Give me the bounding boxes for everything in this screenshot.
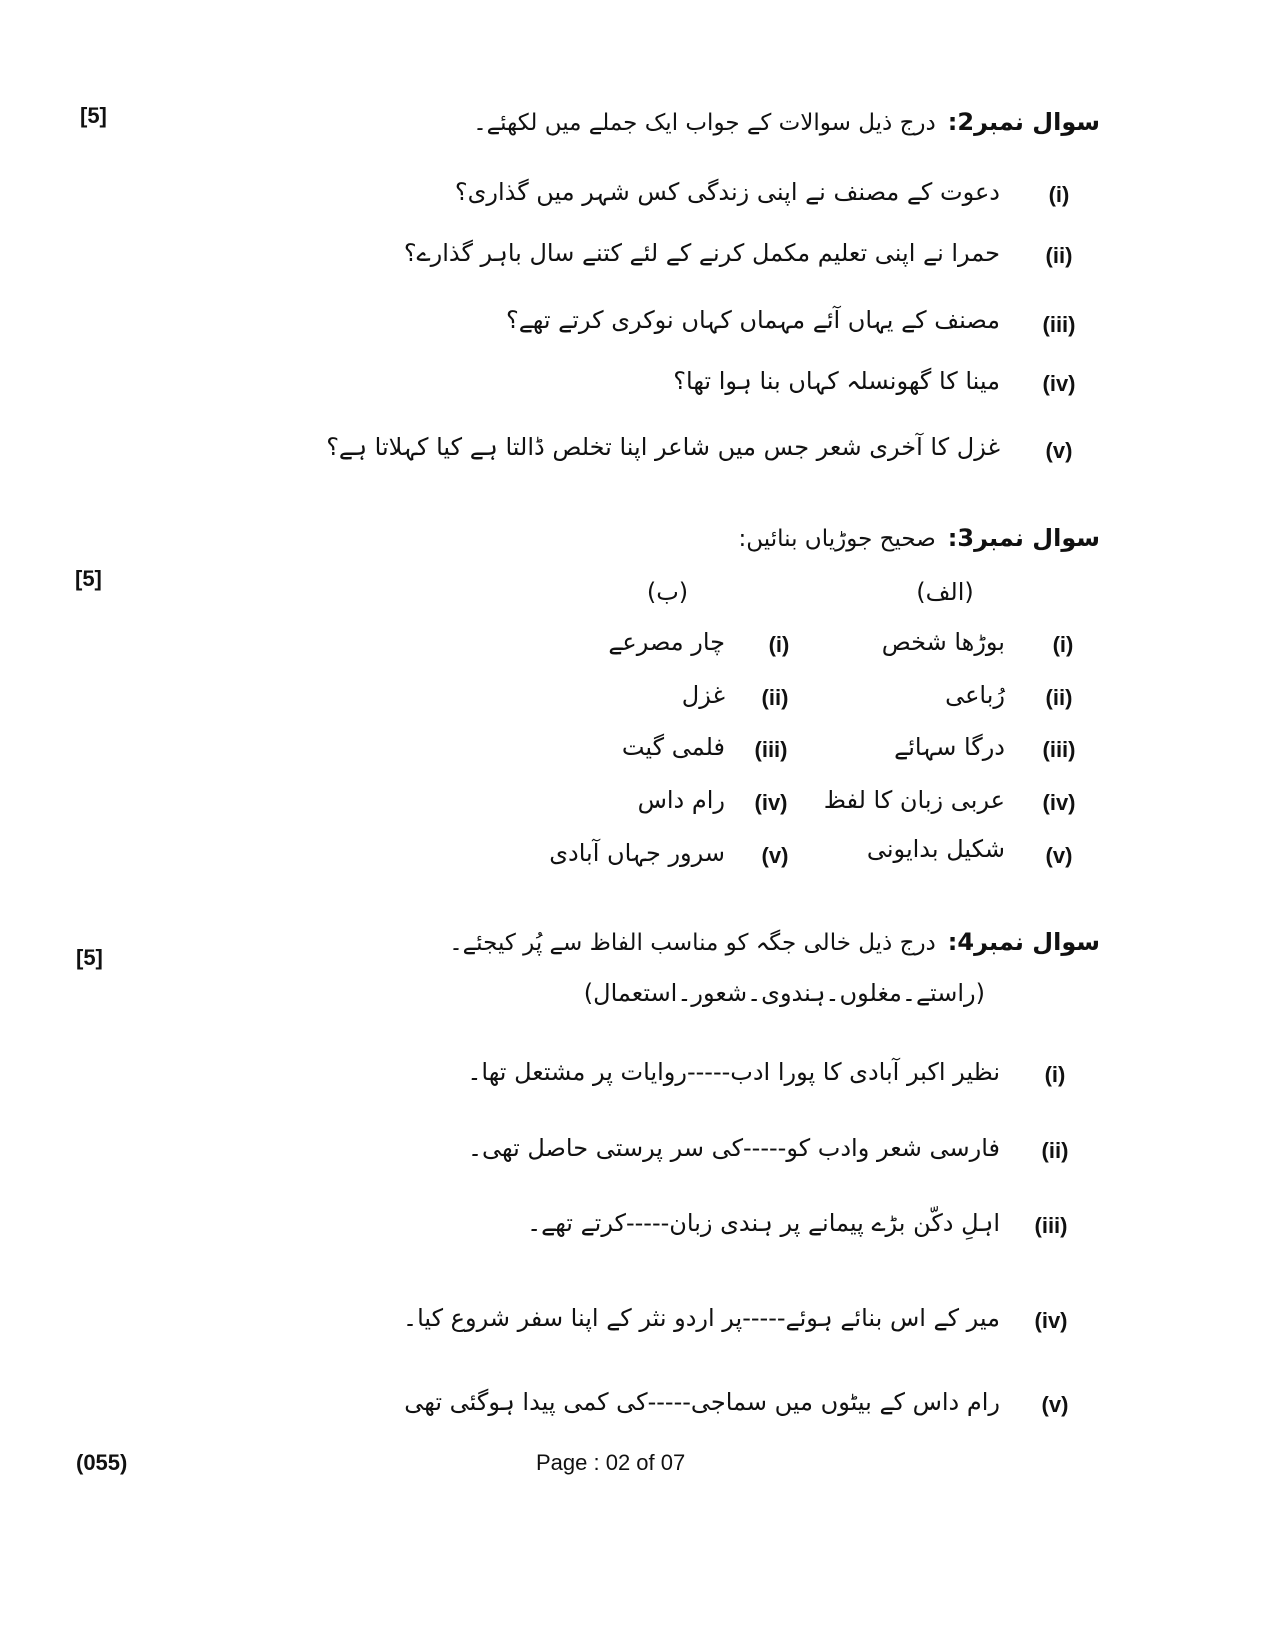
q2-item-text: حمرا نے اپنی تعلیم مکمل کرنے کے لئے کتنے سال باہر گذارے؟: [403, 239, 1000, 267]
q3-a-num: (ii): [1045, 685, 1073, 710]
q4-item-num: (i): [1044, 1062, 1066, 1087]
q3-b-text: فلمی گیت: [621, 733, 725, 761]
q4-item-text: رام داس کے بیٹوں میں سماجی-----کی کمی پیدا ہوگئی تھی: [404, 1388, 1000, 1416]
q4-item-text: فارسی شعر وادب کو-----کی سر پرستی حاصل تھی۔: [467, 1134, 1000, 1162]
q2-item-num: (i): [1048, 182, 1070, 207]
q3-header: [739, 524, 1100, 552]
q4-item-num: (ii): [1041, 1138, 1069, 1163]
q2-item-num: (v): [1045, 438, 1073, 463]
q2-item-num: (ii): [1045, 243, 1073, 268]
q2-item-text: مصنف کے یہاں آئے مہماں کہاں نوکری کرتے تھے؟: [505, 306, 1000, 334]
q4-item-num: (iii): [1034, 1213, 1068, 1238]
q3-b-num: (iii): [754, 737, 788, 762]
q2-item-text: مینا کا گھونسلہ کہاں بنا ہوا تھا؟: [673, 367, 1000, 395]
q3-a-num: (v): [1045, 843, 1073, 868]
q3-a-num: (iii): [1042, 737, 1076, 762]
q3-a-num: (iv): [1042, 790, 1076, 815]
q4-item-num: (v): [1041, 1392, 1069, 1417]
q4-options: (راستے۔مغلوں۔ہندوی۔شعور۔استعمال): [583, 979, 985, 1007]
q3-a-text: شکیل بدایونی: [866, 835, 1005, 863]
q3-instruction: صحیح جوڑیاں بنائیں:: [738, 526, 936, 552]
q4-item-text: میر کے اس بنائے ہوئے-----پر اردو نثر کے اپنا سفر شروع کیا۔: [403, 1304, 1000, 1332]
q4-marks: [5]: [76, 945, 103, 970]
q2-item-num: (iv): [1042, 371, 1076, 396]
q3-marks: [5]: [75, 566, 102, 591]
q2-marks: [5]: [80, 103, 107, 128]
q4-header: [449, 928, 1100, 956]
q4-item-text: اہلِ دکّن بڑے پیمانے پر ہندی زبان-----کرتے تھے۔: [527, 1209, 1000, 1237]
q4-label: سوال نمبر4:: [947, 928, 1100, 956]
q4-item-num: (iv): [1034, 1308, 1068, 1333]
q3-b-text: سرور جہاں آبادی: [549, 839, 725, 867]
q2-item-text: غزل کا آخری شعر جس میں شاعر اپنا تخلص ڈالتا ہے کیا کہلاتا ہے؟: [326, 433, 1000, 461]
q2-label: سوال نمبر2:: [947, 108, 1100, 136]
q2-item-text: دعوت کے مصنف نے اپنی زندگی کس شہر میں گذاری؟: [454, 178, 1000, 206]
q3-a-text: رُباعی: [945, 681, 1005, 709]
q3-b-num: (iv): [754, 790, 788, 815]
q2-instruction: درج ذیل سوالات کے جواب ایک جملے میں لکھئے۔: [473, 110, 936, 136]
q3-b-num: (ii): [761, 685, 789, 710]
q4-item-text: نظیر اکبر آبادی کا پورا ادب-----روایات پر مشتعل تھا۔: [467, 1058, 1000, 1086]
q2-item-num: (iii): [1042, 312, 1076, 337]
page-number: Page : 02 of 07: [536, 1450, 686, 1475]
q3-a-text: بوڑھا شخص: [881, 628, 1005, 656]
q2-header: [473, 108, 1100, 136]
q4-instruction: درج ذیل خالی جگہ کو مناسب الفاظ سے پُر کیجئے۔: [449, 930, 936, 956]
q3-a-text: درگا سہائے: [894, 733, 1005, 761]
q3-a-text: عربی زبان کا لفظ: [823, 786, 1005, 814]
q3-a-num: (i): [1052, 632, 1074, 657]
q3-col-b-heading: (ب): [646, 578, 689, 606]
q3-col-a-heading: (الف): [916, 578, 974, 606]
q3-b-num: (i): [768, 632, 790, 657]
q3-b-text: غزل: [681, 681, 725, 709]
paper-code: (055): [76, 1450, 128, 1475]
q3-label: سوال نمبر3:: [947, 524, 1100, 552]
q3-b-text: چار مصرعے: [608, 628, 725, 656]
q3-b-num: (v): [761, 843, 789, 868]
q3-b-text: رام داس: [637, 786, 725, 814]
